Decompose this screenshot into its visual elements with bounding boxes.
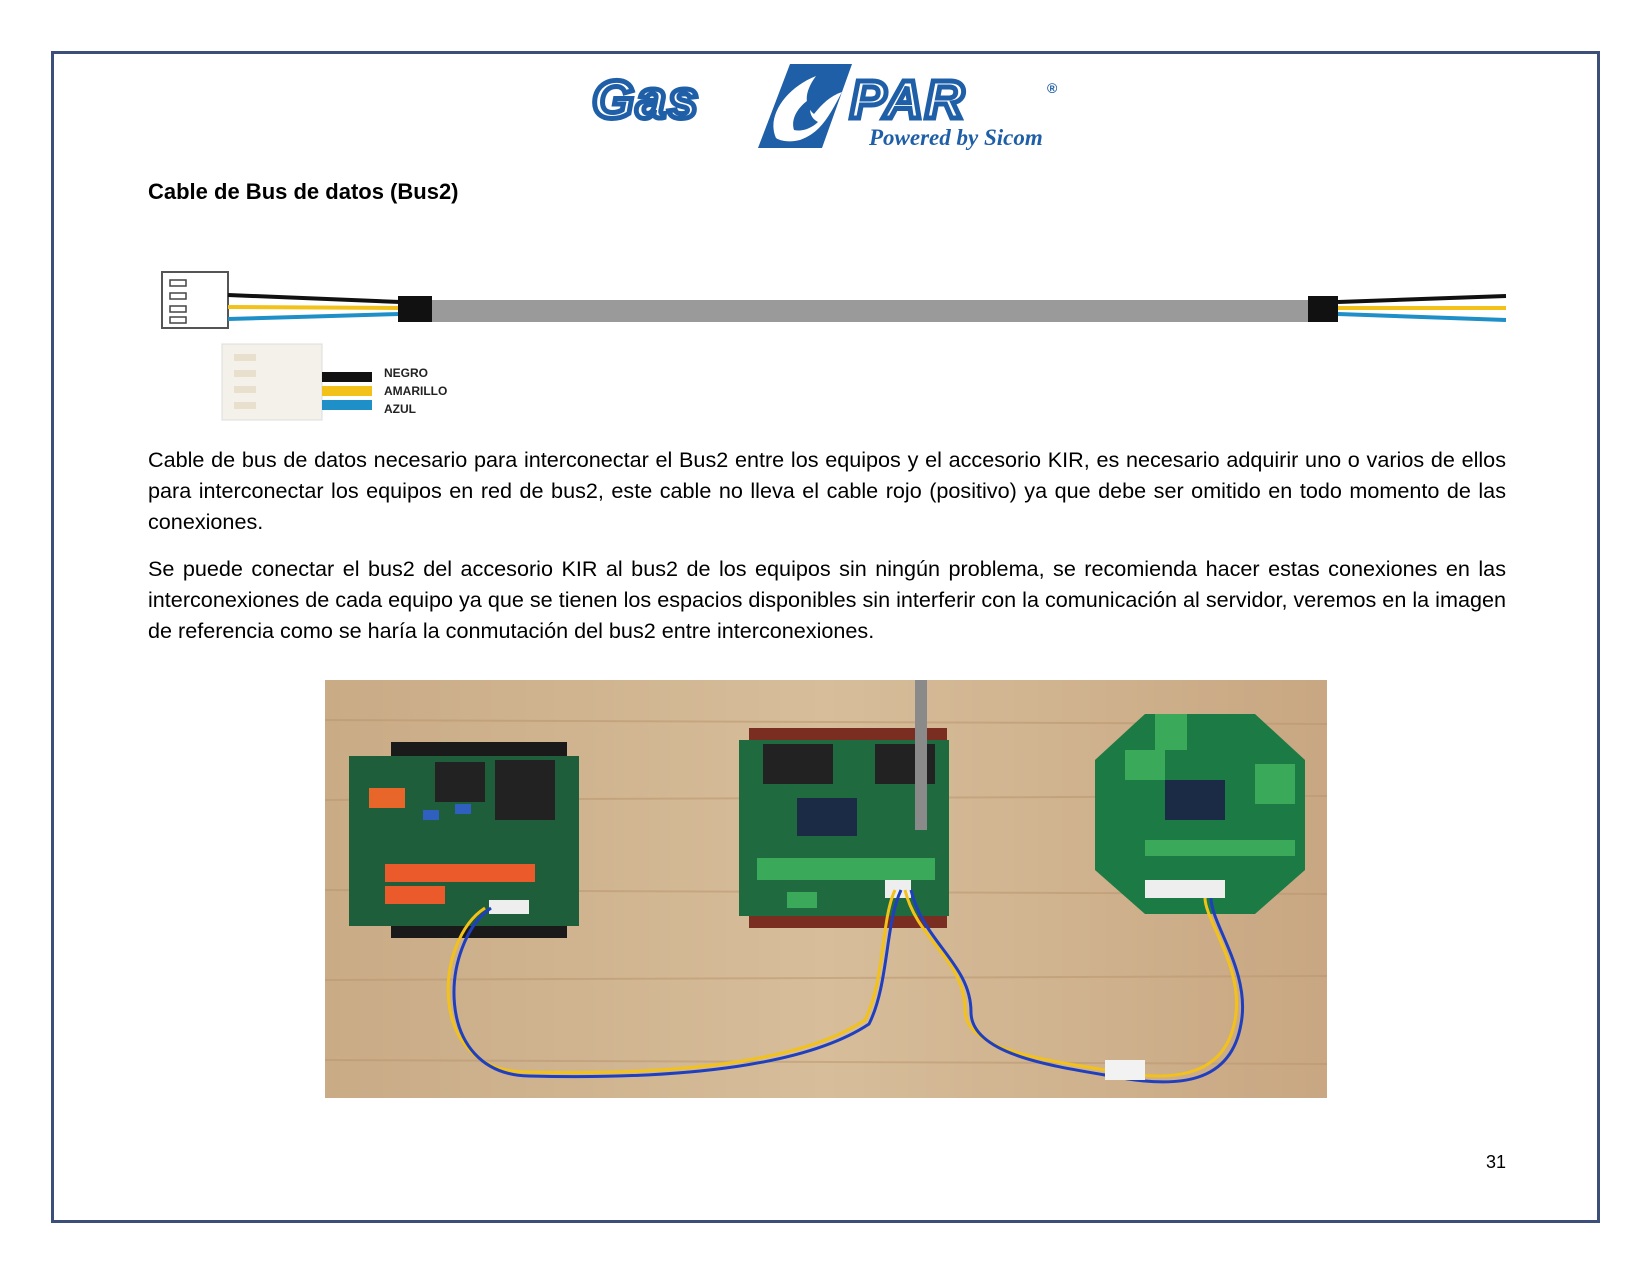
left-connector-icon xyxy=(162,272,228,328)
section-title: Cable de Bus de datos (Bus2) xyxy=(148,179,459,204)
bus2-cable-diagram xyxy=(148,262,1508,422)
body-paragraph-1: Cable de bus de datos necesario para interconectar el Bus2 entre los equipos y el accesorio KIR, es necesario adquirir uno o varios de ellos para interconectar los equipos en red de bus2, este cable no lleva el cable rojo (positivo) ya que debe ser omitido en todo momento de las conexiones. xyxy=(148,447,1506,534)
wire-tag xyxy=(1105,1060,1145,1080)
board-3-icon xyxy=(1095,714,1305,914)
left-cable-boot xyxy=(398,296,432,322)
wire-label-negro: NEGRO xyxy=(384,366,429,380)
cable-sheath xyxy=(432,300,1308,322)
right-cable-boot xyxy=(1308,296,1338,322)
right-wires xyxy=(1338,296,1506,320)
logo-word-par: PAR xyxy=(850,70,967,130)
wire-label-amarillo: AMARILLO xyxy=(384,384,448,398)
page-number: 31 xyxy=(1485,1152,1506,1172)
logo-tagline: Powered by Sicom xyxy=(869,125,1043,150)
wire-label-azul: AZUL xyxy=(384,402,416,416)
body-paragraph-2: Se puede conectar el bus2 del accesorio KIR al bus2 de los equipos sin ningún problema, se recomienda hacer estas conexiones en las interconexiones de cada equipo ya que se tienen los espacios disponibles sin interferir con la comunicación al servidor, veremos en la imagen de referencia como se haría la conmutación del bus2 entre interconexiones. xyxy=(148,556,1506,643)
logo-word-gas: Gas xyxy=(592,70,701,130)
registered-mark: ® xyxy=(1047,80,1058,96)
reference-photo-boards xyxy=(325,680,1327,1098)
left-wires xyxy=(228,295,400,319)
board-1-icon xyxy=(349,742,579,938)
connector-closeup-icon xyxy=(222,344,372,420)
flame-emblem-icon xyxy=(758,64,852,148)
wire-color-legend xyxy=(384,364,447,418)
gaspar-logo xyxy=(590,58,1070,154)
